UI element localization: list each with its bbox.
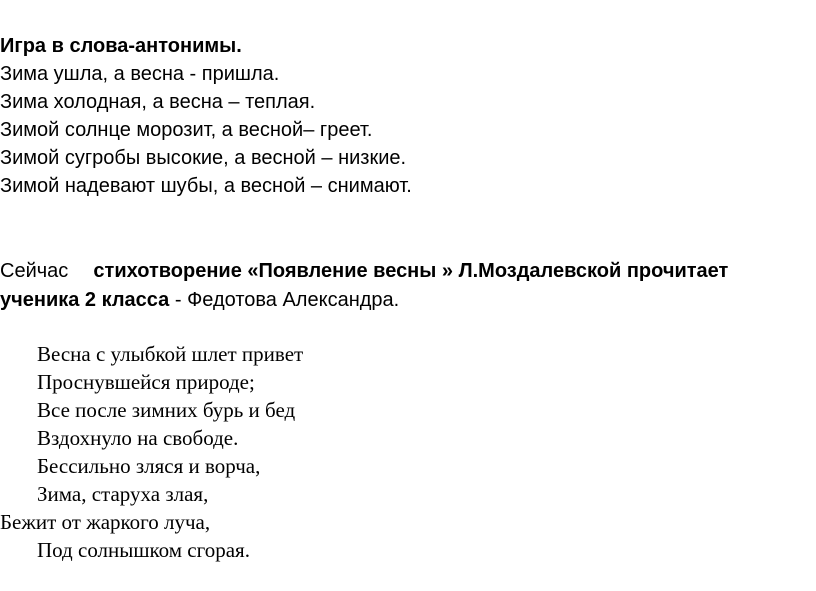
poem-line-8: Под солнышком сгорая. — [37, 538, 250, 562]
poem-line-3: Все после зимних бурь и бед — [37, 398, 296, 422]
announcement-prefix: Сейчас — [0, 260, 69, 282]
antonym-line-3: Зимой солнце морозит, а весной– греет. — [0, 119, 373, 141]
announcement-reader-grade: ученика 2 класса — [0, 289, 170, 311]
poem-line-2: Проснувшейся природе; — [37, 370, 255, 394]
announcement-line-2 — [0, 286, 399, 314]
announcement-reader-name: Федотова Александра. — [187, 289, 400, 311]
antonym-line-4: Зимой сугробы высокие, а весной – низкие. — [0, 147, 407, 169]
poem-line-5: Бессильно зляся и ворча, — [37, 454, 261, 478]
poem-line-6: Зима, старуха злая, — [37, 482, 209, 506]
antonym-line-2: Зима холодная, а весна – теплая. — [0, 91, 316, 113]
poem-line-1: Весна с улыбкой шлет привет — [37, 342, 304, 366]
announcement-line-1 — [0, 257, 728, 285]
poem-line-7: Бежит от жаркого луча, — [0, 510, 211, 534]
antonym-line-5: Зимой надевают шубы, а весной – снимают. — [0, 175, 412, 197]
poem-line-4: Вздохнуло на свободе. — [37, 426, 239, 450]
antonym-line-1: Зима ушла, а весна - пришла. — [0, 63, 280, 85]
announcement-separator: - — [169, 289, 188, 311]
game-title: Игра в слова-антонимы. — [0, 35, 242, 57]
announcement-poem-title: стихотворение «Появление весны » Л.Моздалевской прочитает — [93, 260, 729, 282]
